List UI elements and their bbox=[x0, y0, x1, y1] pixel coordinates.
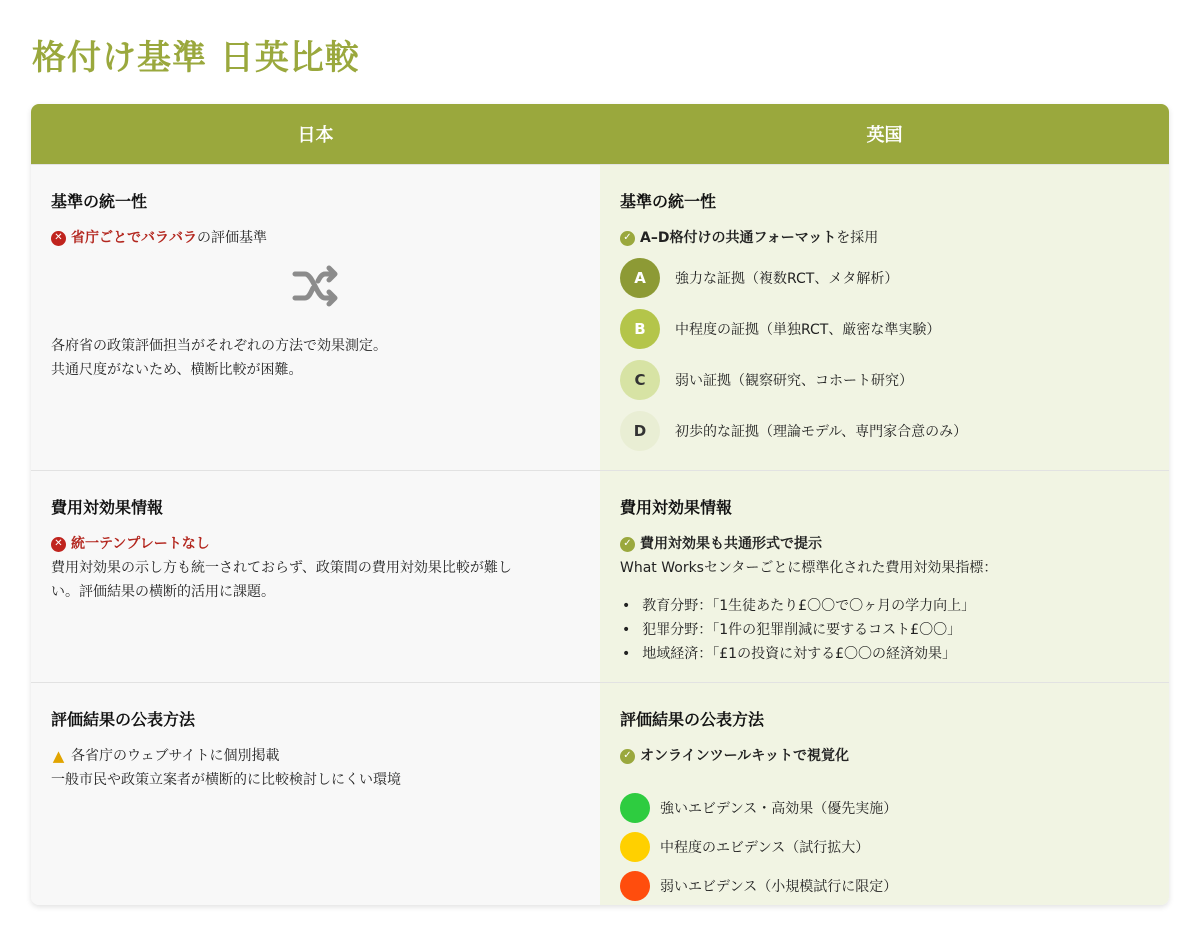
grade-text: 中程度の証拠（単独RCT、厳密な準実験） bbox=[675, 321, 941, 338]
table-row bbox=[31, 164, 1169, 470]
description-line: 一般市民や政策立案者が横断的に比較検討しにくい環境 bbox=[51, 772, 401, 788]
description-line: 費用対効果の示し方も統一されておらず、政策間の費用対効果比較が難し bbox=[51, 560, 512, 576]
legend-text: 強いエビデンス・高効果（優先実施） bbox=[660, 800, 898, 817]
section-heading: 基準の統一性 bbox=[51, 192, 148, 211]
cell-japan-publication bbox=[31, 683, 600, 905]
grade-row-b bbox=[620, 303, 1149, 354]
comparison-table bbox=[31, 104, 1169, 905]
status-line bbox=[51, 744, 580, 768]
status-bold: A–D格付けの共通フォーマット bbox=[640, 230, 837, 246]
red-dot-icon bbox=[620, 871, 650, 901]
section-heading: 費用対効果情報 bbox=[51, 498, 164, 517]
cell-japan-uniformity bbox=[31, 165, 600, 470]
legend-item-green bbox=[620, 788, 1149, 827]
traffic-light-legend bbox=[620, 788, 1149, 905]
section-heading: 費用対効果情報 bbox=[620, 498, 733, 517]
grade-text: 初歩的な証拠（理論モデル、専門家合意のみ） bbox=[675, 423, 968, 440]
grade-badge: B bbox=[620, 309, 660, 349]
page-title: 格付け基準 日英比較 bbox=[32, 38, 360, 78]
cell-uk-cost-effectiveness bbox=[600, 471, 1169, 682]
warning-icon: ▲ bbox=[52, 747, 65, 765]
description-line: 共通尺度がないため、横断比較が困難。 bbox=[51, 362, 303, 378]
status-line bbox=[620, 226, 1149, 250]
grade-badge: C bbox=[620, 360, 660, 400]
table-header bbox=[31, 104, 1169, 164]
section-heading: 評価結果の公表方法 bbox=[51, 710, 196, 729]
cell-uk-uniformity bbox=[600, 165, 1169, 470]
description-line: い。評価結果の横断的活用に課題。 bbox=[51, 584, 275, 600]
legend-text: 中程度のエビデンス（試行拡大） bbox=[660, 839, 870, 856]
section-heading: 評価結果の公表方法 bbox=[620, 710, 765, 729]
status-line bbox=[51, 532, 580, 556]
status-highlight: 統一テンプレートなし bbox=[71, 536, 210, 552]
legend-text: 弱いエビデンス（小規模試行に限定） bbox=[660, 878, 898, 895]
legend-item-yellow bbox=[620, 827, 1149, 866]
status-rest: を採用 bbox=[836, 230, 879, 246]
shuffle-icon bbox=[51, 264, 580, 308]
x-circle-icon: ✕ bbox=[51, 537, 66, 552]
table-row bbox=[31, 470, 1169, 682]
yellow-dot-icon bbox=[620, 832, 650, 862]
list-item: • 犯罪分野：「1件の犯罪削減に要するコスト£〇〇」 bbox=[620, 618, 1149, 642]
grade-row-a bbox=[620, 252, 1149, 303]
status-bold: 費用対効果も共通形式で提示 bbox=[640, 536, 822, 552]
grade-badge: D bbox=[620, 411, 660, 451]
status-rest: 各省庁のウェブサイトに個別掲載 bbox=[71, 748, 280, 764]
description-line: 各府省の政策評価担当がそれぞれの方法で効果測定。 bbox=[51, 338, 387, 354]
grade-row-c bbox=[620, 354, 1149, 405]
x-circle-icon: ✕ bbox=[51, 231, 66, 246]
grade-text: 弱い証拠（観察研究、コホート研究） bbox=[675, 372, 913, 389]
status-line bbox=[620, 744, 1149, 768]
list-item: • 教育分野：「1生徒あたり£〇〇で〇ヶ月の学力向上」 bbox=[620, 594, 1149, 618]
check-circle-icon: ✓ bbox=[620, 231, 635, 246]
cell-japan-cost-effectiveness bbox=[31, 471, 600, 682]
legend-item-red bbox=[620, 866, 1149, 905]
check-circle-icon: ✓ bbox=[620, 537, 635, 552]
status-line bbox=[51, 226, 580, 250]
section-heading: 基準の統一性 bbox=[620, 192, 717, 211]
grade-row-d bbox=[620, 405, 1149, 456]
status-rest: の評価基準 bbox=[197, 230, 267, 246]
header-uk: 英国 bbox=[866, 125, 903, 146]
header-japan: 日本 bbox=[297, 125, 334, 146]
status-highlight: 省庁ごとでバラバラ bbox=[71, 230, 197, 246]
grade-text: 強力な証拠（複数RCT、メタ解析） bbox=[675, 270, 899, 287]
list-item: • 地域経済：「£1の投資に対する£〇〇の経済効果」 bbox=[620, 642, 1149, 666]
status-bold: オンラインツールキットで視覚化 bbox=[640, 748, 850, 764]
cost-list bbox=[620, 594, 1149, 666]
cell-uk-publication bbox=[600, 683, 1169, 905]
grade-badge: A bbox=[620, 258, 660, 298]
table-row bbox=[31, 682, 1169, 905]
subtext: What Worksセンターごとに標準化された費用対効果指標： bbox=[620, 560, 998, 576]
green-dot-icon bbox=[620, 793, 650, 823]
check-circle-icon: ✓ bbox=[620, 749, 635, 764]
status-line bbox=[620, 532, 1149, 556]
